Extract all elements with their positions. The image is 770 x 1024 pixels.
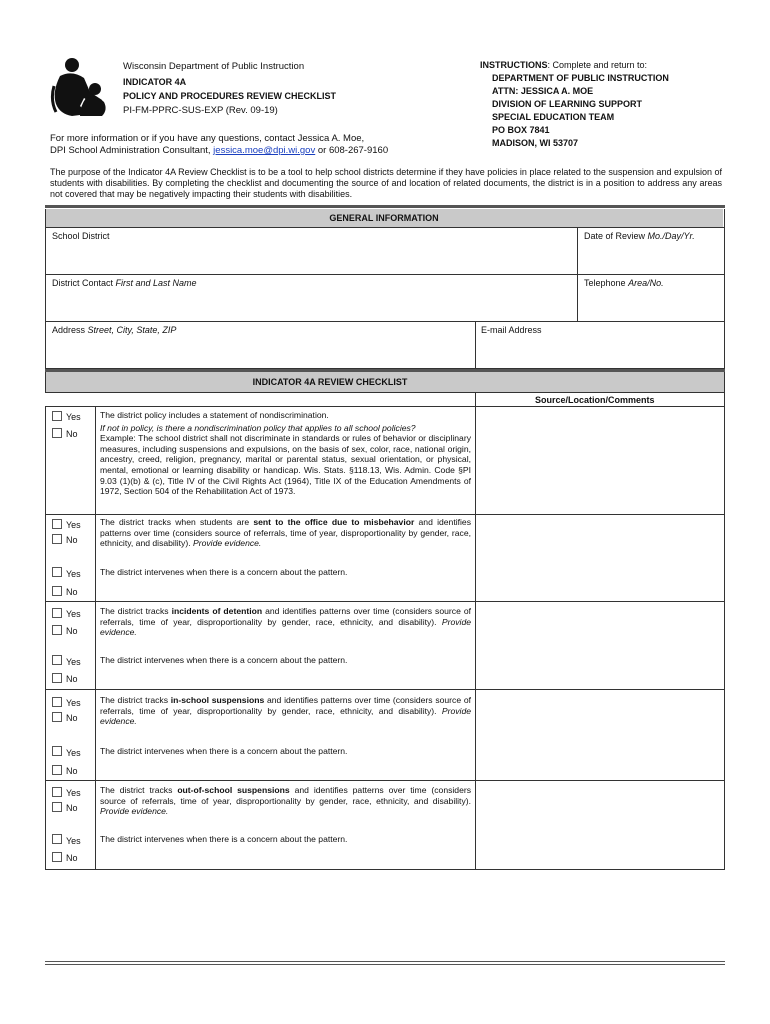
no-label: No <box>66 853 78 863</box>
indicator-label: INDICATOR 4A <box>123 77 187 87</box>
dpi-logo-icon <box>50 56 112 120</box>
r3b-no-checkbox[interactable] <box>52 673 62 683</box>
contact-phone: or 608-267-9160 <box>317 145 389 156</box>
address-field[interactable] <box>46 336 474 366</box>
r4-pre: The district tracks <box>100 695 169 705</box>
r2-post: and identifies patterns over time (considers source of referrals, time of year, disproportionality by gender, race, ethnicity, and disability). <box>100 517 472 549</box>
school-district-label: School District <box>52 231 110 241</box>
no-label: No <box>66 587 78 597</box>
r1-main: The district policy includes a statement of nondiscrimination. <box>100 410 329 420</box>
no-label: No <box>66 626 78 636</box>
r5b-yes-checkbox[interactable] <box>52 834 62 844</box>
contact-name-field[interactable] <box>46 289 576 319</box>
instructions-block <box>480 59 669 150</box>
r3-text <box>100 606 471 638</box>
footer-rule <box>45 964 725 965</box>
no-label: No <box>66 429 78 439</box>
provide-evidence: Provide evidence. <box>100 806 169 817</box>
r2-pre: The district tracks when students are <box>100 517 250 527</box>
provide-evidence: Provide evidence. <box>193 538 262 549</box>
date-label: Date of Review <box>584 231 646 241</box>
r2-comments-field[interactable] <box>476 515 724 596</box>
address-hint: Street, City, State, ZIP <box>87 325 177 335</box>
r1-no-checkbox[interactable] <box>52 428 62 438</box>
r3-post: and identifies patterns over time (considers source of referrals, time of year, disproportionality by gender, race, ethnicity, and disability). <box>100 606 472 627</box>
r4-yes-checkbox[interactable] <box>52 697 62 707</box>
contact-line-1: For more information or if you have any questions, contact Jessica A. Moe, <box>50 133 365 144</box>
checklist-title: INDICATOR 4A REVIEW CHECKLIST <box>252 377 408 387</box>
r5b-text: The district intervenes when there is a concern about the pattern. <box>100 834 348 844</box>
general-info-title: GENERAL INFORMATION <box>329 213 439 223</box>
r1-comments-field[interactable] <box>476 407 724 513</box>
r4b-text: The district intervenes when there is a concern about the pattern. <box>100 746 348 756</box>
r2b-yes-checkbox[interactable] <box>52 567 62 577</box>
yes-label: Yes <box>66 836 81 846</box>
contact-email-link[interactable]: jessica.moe@dpi.wi.gov <box>213 145 316 156</box>
r3-yes-checkbox[interactable] <box>52 608 62 618</box>
r2-text <box>100 517 471 549</box>
r5-comments-field[interactable] <box>476 781 724 869</box>
return-address-line: DIVISION OF LEARNING SUPPORT <box>492 99 643 109</box>
r2-no-checkbox[interactable] <box>52 534 62 544</box>
r4-post: and identifies patterns over time (considers source of referrals, time of year, disproportionality by gender, race, ethnicity, and disability). <box>100 695 472 716</box>
provide-evidence: Provide evidence. <box>100 616 472 638</box>
r5-bold: out-of-school suspensions <box>177 785 290 795</box>
r5-yes-checkbox[interactable] <box>52 787 62 797</box>
yes-label: Yes <box>66 788 81 798</box>
yes-label: Yes <box>66 412 81 422</box>
email-field[interactable] <box>477 336 723 366</box>
yes-label: Yes <box>66 520 81 530</box>
r3-no-checkbox[interactable] <box>52 625 62 635</box>
r5-post: and identifies patterns over time (considers source of referrals, time of year, disproportionality by gender, race, ethnicity, and disability). <box>100 785 472 806</box>
form-id: PI-FM-PPRC-SUS-EXP (Rev. 09-19) <box>123 105 278 116</box>
return-address-line: SPECIAL EDUCATION TEAM <box>492 112 615 122</box>
school-district-field[interactable] <box>46 242 576 272</box>
instructions-text: : Complete and return to: <box>547 60 648 70</box>
r3b-text: The district intervenes when there is a concern about the pattern. <box>100 655 348 665</box>
agency-name: Wisconsin Department of Public Instruction <box>123 61 305 72</box>
contact-role: DPI School Administration Consultant, <box>50 145 211 156</box>
r3-pre: The district tracks <box>100 606 169 616</box>
phone-label: Telephone <box>584 278 626 288</box>
return-address-line: ATTN: JESSICA A. MOE <box>492 86 594 96</box>
r5-pre: The district tracks <box>100 785 173 795</box>
no-label: No <box>66 803 78 813</box>
r4-text <box>100 695 471 727</box>
r1-question: If not in policy, is there a nondiscrimination policy that applies to all school policies? <box>100 422 416 433</box>
r4-bold: in-school suspensions <box>170 695 265 705</box>
no-label: No <box>66 535 78 545</box>
yes-label: Yes <box>66 569 81 579</box>
divider <box>45 205 725 208</box>
contact-name-label: District Contact <box>52 278 114 288</box>
address-label: Address <box>52 325 86 335</box>
footer-rule <box>45 961 725 962</box>
contact-info <box>50 133 388 157</box>
r4-comments-field[interactable] <box>476 690 724 778</box>
r3-comments-field[interactable] <box>476 602 724 688</box>
email-label: E-mail Address <box>481 325 542 335</box>
header-block <box>123 61 336 116</box>
date-field[interactable] <box>579 242 723 272</box>
form-title: POLICY AND PROCEDURES REVIEW CHECKLIST <box>123 91 337 101</box>
r2b-text: The district intervenes when there is a concern about the pattern. <box>100 567 348 577</box>
r3b-yes-checkbox[interactable] <box>52 655 62 665</box>
phone-field[interactable] <box>579 289 723 319</box>
r5b-no-checkbox[interactable] <box>52 852 62 862</box>
r1-text <box>100 410 471 497</box>
r3-bold: incidents of detention <box>171 606 263 616</box>
yes-label: Yes <box>66 698 81 708</box>
purpose-text: The purpose of the Indicator 4A Review Checklist is to be a tool to help school districts determine if they have policies in place related to the suspension and expulsion of students with disabilities. By completing the checklist and documenting the source of and location of related documents, the district is in a position to address any areas not covered that may be negatively impacting their students with disabilities. <box>50 167 722 199</box>
return-address-line: PO BOX 7841 <box>492 125 550 135</box>
r4b-no-checkbox[interactable] <box>52 765 62 775</box>
instructions-label: INSTRUCTIONS <box>480 60 548 70</box>
yes-label: Yes <box>66 609 81 619</box>
no-label: No <box>66 713 78 723</box>
provide-evidence: Provide evidence. <box>100 705 472 727</box>
r4-no-checkbox[interactable] <box>52 712 62 722</box>
return-address-line: MADISON, WI 53707 <box>492 138 579 148</box>
r2b-no-checkbox[interactable] <box>52 586 62 596</box>
yes-label: Yes <box>66 748 81 758</box>
r1-yes-checkbox[interactable] <box>52 411 62 421</box>
r2-yes-checkbox[interactable] <box>52 519 62 529</box>
contact-name-hint: First and Last Name <box>115 278 197 288</box>
no-label: No <box>66 766 78 776</box>
return-address-line: DEPARTMENT OF PUBLIC INSTRUCTION <box>492 73 669 83</box>
source-location-header: Source/Location/Comments <box>535 395 655 405</box>
date-hint: Mo./Day/Yr. <box>647 231 695 241</box>
phone-hint: Area/No. <box>628 278 664 288</box>
r4b-yes-checkbox[interactable] <box>52 746 62 756</box>
r2-bold: sent to the office due to misbehavior <box>253 517 415 527</box>
r5-no-checkbox[interactable] <box>52 802 62 812</box>
r5-text <box>100 785 471 817</box>
no-label: No <box>66 674 78 684</box>
r1-example: Example: The school district shall not discriminate in standards or rules of behavior or disciplinary measures, including suspensions and expulsions, on the basis of sex, color, race, national origin, ancestry, creed, religion, pregnancy, marital or parental status, sexual orientation, or physical, mental, emotional or learning disability or handicap. Wis. Stats. §118.13, Wis. Admin. Code §PI 9.03 (1)(b) & (c), Title IV of the Civil Rights Act (1964), Title IX of the Education Amendments of 1972, Section 504 of the Rehabilitation Act of 1973. <box>100 433 471 497</box>
yes-label: Yes <box>66 657 81 667</box>
